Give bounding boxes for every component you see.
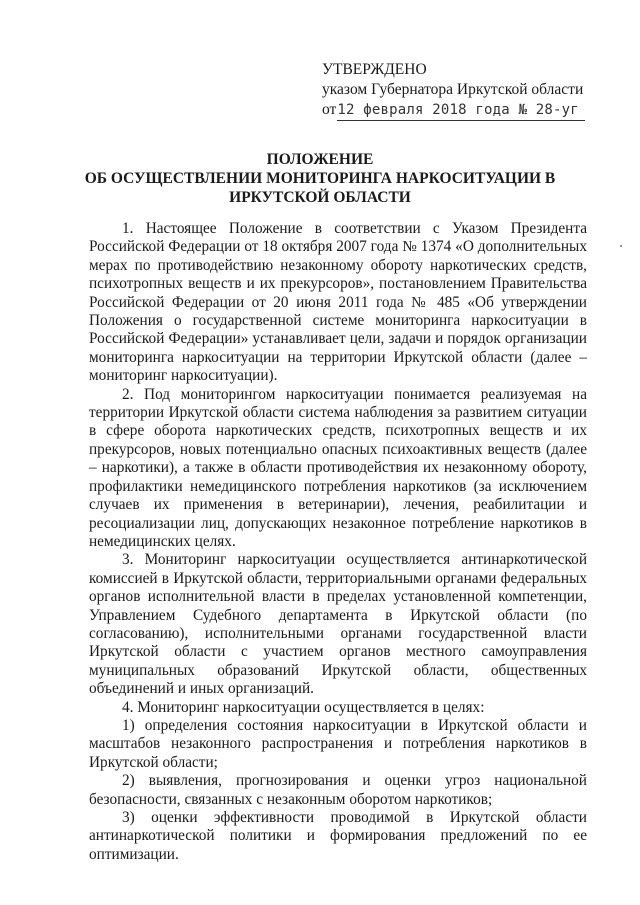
approval-stamp: [322, 60, 622, 121]
approval-date-value: 12 февраля 2018 года № 28-уг: [337, 100, 585, 121]
approval-date-prefix: от: [322, 101, 337, 118]
title-line-1: ПОЛОЖЕНИЕ: [266, 151, 374, 168]
title-line-3: ИРКУТСКОЙ ОБЛАСТИ: [229, 189, 411, 206]
approval-authority: указом Губернатора Иркутской области: [322, 81, 584, 98]
list-item-3: 3) оценки эффективности проводимой в Иркутской области антинаркотической политики и формирования предложений по ее оптимизации.: [89, 809, 587, 863]
scan-speck: [620, 245, 622, 247]
document-title: [0, 150, 640, 207]
paragraph-3: 3. Мониторинг наркоситуации осуществляется антинаркотической комиссией в Иркутской области, территориальными органами федеральных органов исполнительной власти в пределах установленной компетенции, Управлением Судебного департамента в Иркутской области (по согласованию), исполнительными органами государственной власти Иркутской области с участием органов местного самоуправления муниципальных образований Иркутской области, общественных объединений и иных организаций.: [89, 551, 587, 698]
paragraph-2: 2. Под мониторингом наркоситуации понимается реализуемая на территории Иркутской области система наблюдения за развитием ситуации в сфере оборота наркотических средств, психотропных веществ и их прекурсоров, новых потенциально опасных психоактивных веществ (далее – наркотики), а также в области противодействия их незаконному обороту, профилактики немедицинского потребления наркотиков (за исключением случаев их применения в ветеринарии), лечения, реабилитации и ресоциализации лиц, допускающих незаконное потребление наркотиков в немедицинских целях.: [89, 385, 587, 550]
list-item-1: 1) определения состояния наркоситуации в Иркутской области и масштабов незаконного распространения и потребления наркотиков в Иркутской области;: [89, 716, 587, 771]
title-line-2: ОБ ОСУЩЕСТВЛЕНИИ МОНИТОРИНГА НАРКОСИТУАЦИИ В: [84, 170, 556, 187]
approval-date-line: [322, 100, 622, 121]
approval-heading: УТВЕРЖДЕНО: [322, 61, 427, 78]
list-item-2: 2) выявления, прогнозирования и оценки угроз национальной безопасности, связанных с незаконным оборотом наркотиков;: [89, 772, 587, 808]
paragraph-1: 1. Настоящее Положение в соответствии с Указом Президента Российской Федерации от 18 октября 2007 года № 1374 «О дополнительных мерах по противодействию незаконному обороту наркотических средств, психотропных веществ и их прекурсоров», постановлением Правительства Российской Федерации от 20 июня 2011 года № 485 «Об утверждении Положения о государственной системе мониторинга наркоситуации в Российской Федерации» устанавливает цели, задачи и порядок организации мониторинга наркоситуации на территории Иркутской области (далее – мониторинг наркоситуации).: [89, 220, 587, 385]
paragraph-4: 4. Мониторинг наркоситуации осуществляется в целях:: [122, 698, 485, 716]
document-body: [89, 220, 587, 864]
